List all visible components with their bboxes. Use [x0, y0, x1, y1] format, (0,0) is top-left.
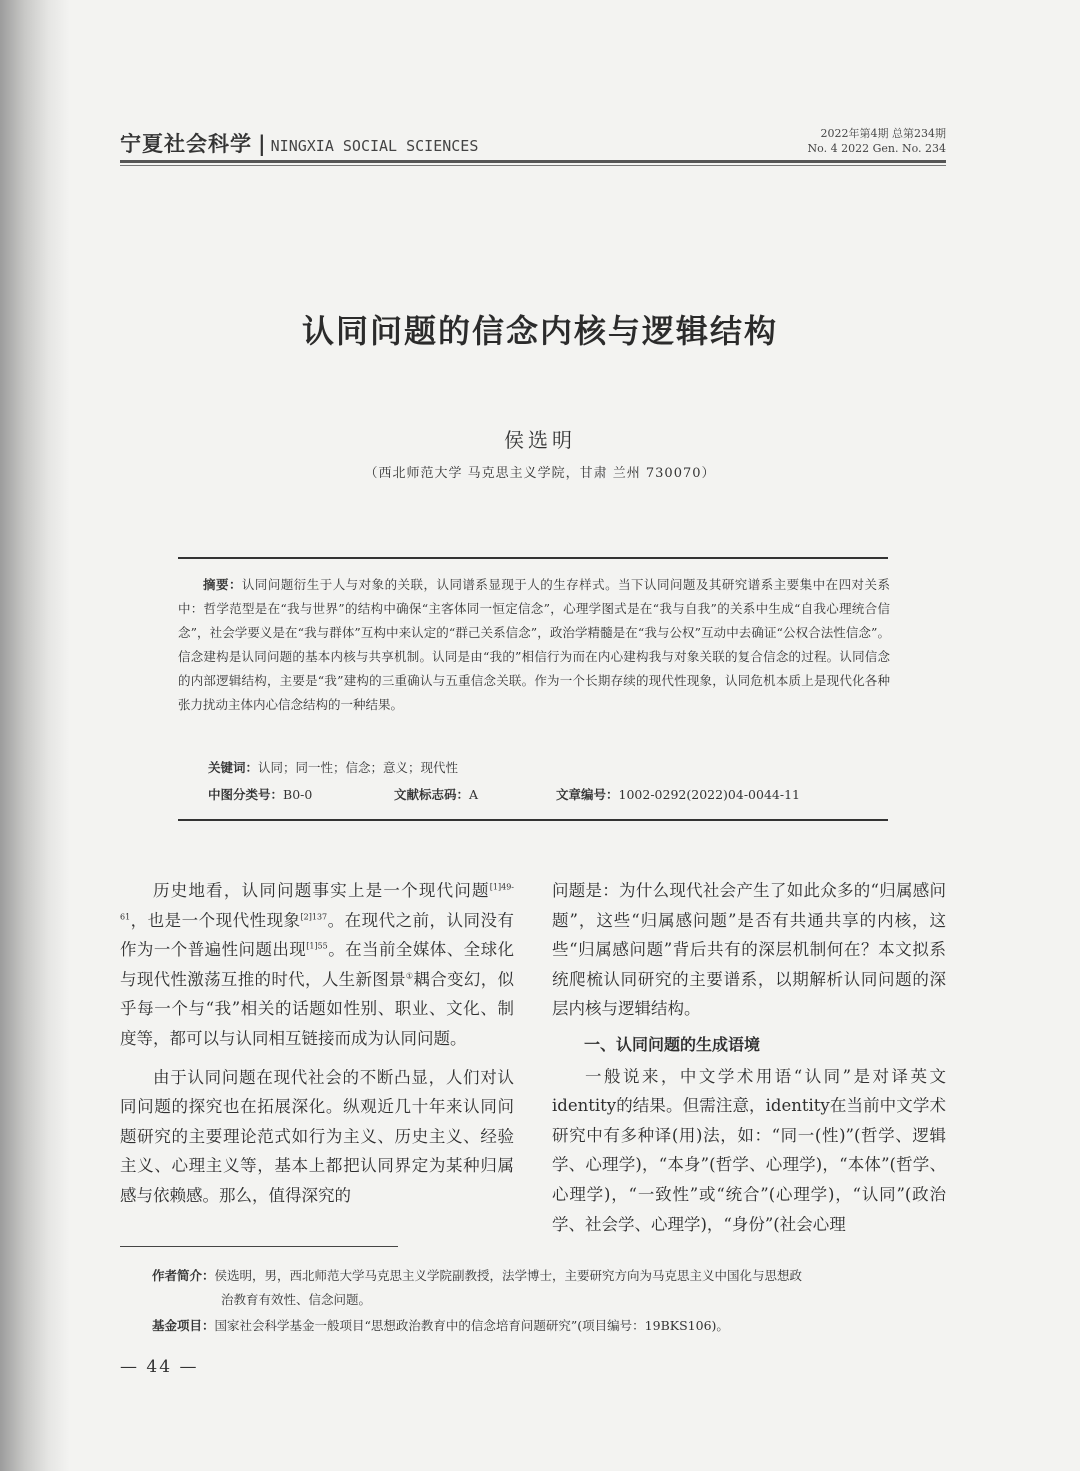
- abstract: [178, 573, 890, 717]
- body-column-left: [120, 876, 514, 1211]
- article-title: 认同问题的信念内核与逻辑结构: [301, 312, 778, 350]
- fund-footnote: [152, 1314, 952, 1338]
- abstract-bottom-rule: [178, 819, 888, 821]
- author-bio-text: 侯选明，男，西北师范大学马克思主义学院副教授，法学博士，主要研究方向为马克思主义中国化与思想政: [214, 1268, 803, 1283]
- fund-label: 基金项目：: [152, 1318, 215, 1333]
- page-number: — 44 —: [120, 1357, 199, 1377]
- section-heading: 一、认同问题的生成语境: [584, 1034, 761, 1054]
- abstract-text: 认同问题衍生于人与对象的关联，认同谱系显现于人的生存样式。当下认同问题及其研究谱系主要集中在四对关系中：哲学范型是在“我与世界”的结构中确保“主客体同一恒定信念”，心理学图式是在“我与自我”的关系中生成“自我心理统合信念”，社会学要义是在“我与群体”互构中来认定的“群己关系信念”，政治学精髓是在“我与公权”互动中去确证“公权合法性信念”。信念建构是认同问题的基本内核与共享机制。认同是由“我的”相信行为而在内心建构我与对象关联的复合信念的过程。认同信念的内部逻辑结构，主要是“我”建构的三重确认与五重信念关联。作为一个长期存续的现代性现象，认同危机本质上是现代化各种张力扰动主体内心信念结构的一种结果。: [178, 577, 890, 712]
- footnote-marker: ①: [405, 971, 414, 981]
- document-code: [394, 785, 478, 803]
- body-text: ，也是一个现代性现象: [130, 910, 301, 930]
- keywords-value: 认同；同一性；信念；意义；现代性: [258, 760, 459, 775]
- citation-ref: [1]55: [306, 941, 328, 951]
- body-paragraph: [120, 876, 514, 1054]
- article-author: 侯选明: [504, 428, 576, 452]
- body-text: 。在现代之前，认同没有作为一个普遍性问题出现: [120, 910, 515, 960]
- citation-ref: [2]137: [300, 912, 328, 922]
- author-bio-footnote: [152, 1264, 952, 1312]
- issue-info: [808, 126, 946, 156]
- document-code-value: A: [469, 787, 479, 802]
- issue-line-cn: 2022年第4期 总第234期: [820, 127, 946, 140]
- footnote-rule: [120, 1246, 398, 1247]
- clc-value: B0-0: [283, 787, 313, 802]
- body-paragraph: 一般说来，中文学术用语“认同”是对译英文identity的结果。但需注意，identity在当前中文学术研究中有多种译(用)法，如：“同一(性)”(哲学、逻辑学、心理学)，“本身”(哲学、心理学)，“本体”(哲学、心理学)，“一致性”或“统合”(心理学)，“认同”(政治学、社会学、心理学)，“身份”(社会心理: [552, 1066, 946, 1234]
- author-bio-text-cont: 治教育有效性、信念问题。: [221, 1292, 372, 1307]
- issue-line-en: No. 4 2022 Gen. No. 234: [807, 142, 946, 155]
- document-code-label: 文献标志码：: [394, 787, 470, 802]
- body-text: 历史地看，认同问题事实上是一个现代问题: [153, 881, 490, 900]
- journal-name-cn: 宁夏社会科学: [120, 131, 252, 156]
- body-paragraph: 问题是：为什么现代社会产生了如此众多的“归属感问题”，这些“归属感问题”是否有共通共享的内核，这些“归属感问题”背后共有的深层机制何在？本文拟系统爬梳认同研究的主要谱系，以期解析认同问题的深层内核与逻辑结构。: [552, 881, 946, 1019]
- keywords-label: 关键词：: [208, 760, 259, 775]
- header-rule-thin: [120, 165, 946, 166]
- article-number-label: 文章编号：: [556, 787, 619, 802]
- journal-name: [120, 128, 478, 158]
- author-bio-label: 作者简介：: [152, 1268, 215, 1283]
- author-affiliation: （西北师范大学 马克思主义学院，甘肃 兰州 730070）: [364, 466, 716, 481]
- body-text: 。在当前全媒体、全球化与现代性激荡互推的时代，人生新图景: [120, 940, 515, 989]
- article-number: [556, 785, 800, 803]
- clc-number: [208, 785, 312, 803]
- citation-ref: [1]49-61: [120, 882, 514, 922]
- fund-text: 国家社会科学基金一般项目“思想政治教育中的信念培育问题研究”(项目编号：19BKS106)。: [214, 1318, 729, 1333]
- journal-separator: |: [258, 131, 267, 156]
- body-text: 耦合变幻，似乎每一个与“我”相关的话题如性别、职业、文化、制度等，都可以与认同相互链接而成为认同问题。: [120, 969, 515, 1048]
- header-rule: [120, 160, 946, 163]
- abstract-label: 摘要：: [203, 577, 242, 592]
- article-number-value: 1002-0292(2022)04-0044-11: [618, 787, 800, 802]
- body-paragraph: 由于认同问题在现代社会的不断凸显，人们对认同问题的探究也在拓展深化。纵观近几十年来认同问题研究的主要理论范式如行为主义、历史主义、经验主义、心理主义等，基本上都把认同界定为某种归属感与依赖感。那么，值得深究的: [120, 1067, 514, 1205]
- clc-label: 中图分类号：: [208, 787, 284, 802]
- keywords: [208, 758, 458, 776]
- body-column-right: [552, 876, 946, 1239]
- abstract-top-rule: [178, 557, 888, 559]
- journal-name-en: NINGXIA SOCIAL SCIENCES: [270, 137, 479, 155]
